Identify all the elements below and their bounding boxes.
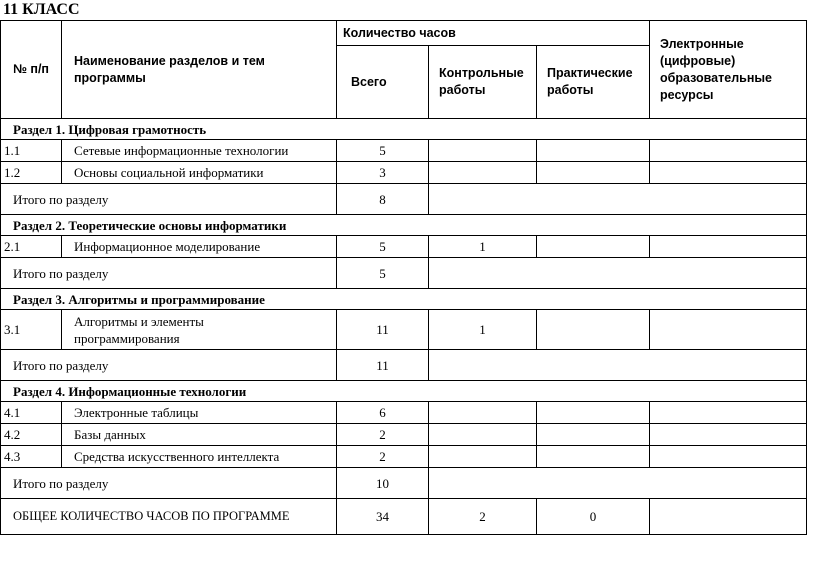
header-row [1,21,807,46]
row-topic-name: Электронные таблицы [62,402,337,424]
header-num: № п/п [1,21,62,119]
row-control-works [429,402,537,424]
row-topic-name: Базы данных [62,424,337,446]
section-title: Раздел 3. Алгоритмы и программирование [1,289,807,310]
row-number: 2.1 [1,236,62,258]
row-number: 3.1 [1,310,62,350]
row-control-works: 1 [429,310,537,350]
section-title: Раздел 1. Цифровая грамотность [1,119,807,140]
subtotal-row [1,184,807,215]
row-number: 4.3 [1,446,62,468]
row-resources [650,140,807,162]
row-practical-works [537,162,650,184]
row-number: 4.1 [1,402,62,424]
header-practical: Практические работы [537,46,650,119]
table-row [1,402,807,424]
header-total: Всего [337,46,429,119]
curriculum-table [0,20,807,535]
row-total-hours: 5 [337,140,429,162]
row-topic-name: Основы социальной информатики [62,162,337,184]
row-control-works [429,446,537,468]
header-hours: Количество часов [337,21,650,46]
row-total-hours: 11 [337,310,429,350]
section-title: Раздел 4. Информационные технологии [1,381,807,402]
row-resources [650,236,807,258]
grand-total-practical: 0 [537,499,650,535]
row-topic-name: Информационное моделирование [62,236,337,258]
table-row [1,446,807,468]
row-total-hours: 2 [337,424,429,446]
row-resources [650,310,807,350]
row-total-hours: 5 [337,236,429,258]
row-total-hours: 6 [337,402,429,424]
subtotal-hours: 5 [337,258,429,289]
row-control-works [429,424,537,446]
row-number: 4.2 [1,424,62,446]
subtotal-empty [429,258,807,289]
section-header-row [1,215,807,236]
subtotal-row [1,350,807,381]
row-practical-works [537,402,650,424]
page-title: 11 КЛАСС [3,1,80,18]
header-resources: Электронные (цифровые) образовательные ресурсы [650,21,807,119]
header-control: Контрольные работы [429,46,537,119]
table-row [1,162,807,184]
table-row [1,236,807,258]
subtotal-empty [429,184,807,215]
header-name: Наименование разделов и тем программы [62,21,337,119]
row-topic-name: Алгоритмы и элементы программирования [62,310,337,350]
row-resources [650,446,807,468]
grand-total-resources [650,499,807,535]
row-resources [650,402,807,424]
row-number: 1.2 [1,162,62,184]
row-number: 1.1 [1,140,62,162]
row-practical-works [537,424,650,446]
row-practical-works [537,236,650,258]
subtotal-row [1,468,807,499]
subtotal-row [1,258,807,289]
grand-total-label: ОБЩЕЕ КОЛИЧЕСТВО ЧАСОВ ПО ПРОГРАММЕ [1,499,337,535]
row-control-works: 1 [429,236,537,258]
table-row [1,424,807,446]
subtotal-label: Итого по разделу [1,350,337,381]
section-header-row [1,381,807,402]
row-resources [650,424,807,446]
row-resources [650,162,807,184]
row-control-works [429,162,537,184]
subtotal-empty [429,468,807,499]
subtotal-empty [429,350,807,381]
section-header-row [1,119,807,140]
grand-total-row [1,499,807,535]
row-topic-name: Средства искусственного интеллекта [62,446,337,468]
subtotal-hours: 10 [337,468,429,499]
table-row [1,140,807,162]
section-title: Раздел 2. Теоретические основы информатики [1,215,807,236]
subtotal-hours: 8 [337,184,429,215]
row-total-hours: 3 [337,162,429,184]
row-topic-name: Сетевые информационные технологии [62,140,337,162]
subtotal-label: Итого по разделу [1,184,337,215]
grand-total-hours: 34 [337,499,429,535]
section-header-row [1,289,807,310]
subtotal-label: Итого по разделу [1,468,337,499]
subtotal-label: Итого по разделу [1,258,337,289]
row-practical-works [537,446,650,468]
table-row [1,310,807,350]
grand-total-control: 2 [429,499,537,535]
row-practical-works [537,310,650,350]
row-total-hours: 2 [337,446,429,468]
row-practical-works [537,140,650,162]
subtotal-hours: 11 [337,350,429,381]
row-control-works [429,140,537,162]
